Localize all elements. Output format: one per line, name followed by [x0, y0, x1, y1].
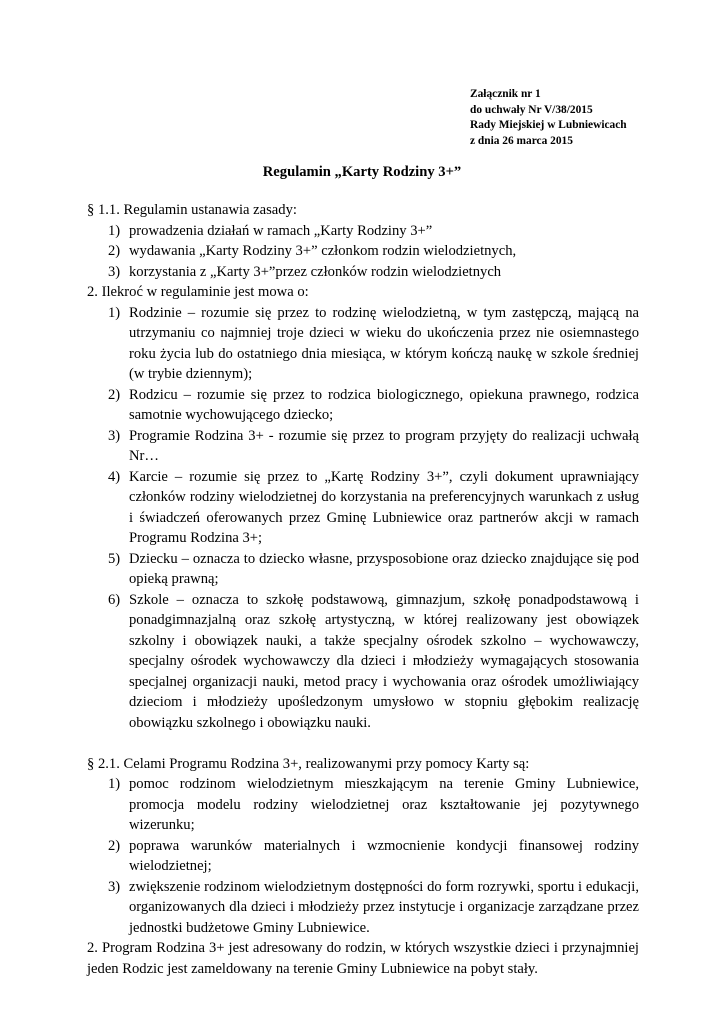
list-number: 3) [108, 878, 121, 895]
definition-item [87, 385, 639, 426]
list-text: pomoc rodzinom wielodzietnym mieszkającym na terenie Gminy Lubniewice, promocja modelu rodziny wielodzietnej oraz kształtowanie jej pozytywnego wizerunku; [129, 776, 639, 833]
list-text: wydawania „Karty Rodziny 3+” członkom rodzin wielodzietnych, [129, 243, 517, 259]
annex-line-1: Załącznik nr 1 [470, 88, 541, 100]
list-number: 5) [108, 550, 121, 567]
section-2-heading: § 2.1. Celami Programu Rodzina 3+, realizowanymi przy pomocy Karty są: [87, 755, 530, 772]
list-item [87, 836, 639, 877]
definition-item [87, 426, 639, 467]
list-number: 1) [108, 776, 121, 792]
list-number: 2) [108, 243, 121, 259]
definition-text: Dziecku – oznacza to dziecko własne, przysposobione oraz dziecko znajdujące się pod opieką prawną; [129, 550, 639, 587]
list-number: 4) [108, 468, 121, 485]
list-number: 6) [108, 591, 121, 608]
document-body [87, 200, 639, 979]
list-number: 2) [108, 386, 121, 403]
list-item [87, 241, 639, 262]
list-number: 1) [108, 304, 121, 321]
list-item [87, 774, 639, 836]
list-text: korzystania z „Karty 3+”przez członków rodzin wielodzietnych [129, 263, 502, 280]
document-title: Regulamin „Karty Rodziny 3+” [262, 164, 462, 180]
definition-item [87, 590, 639, 734]
section-2-paragraph-2: 2. Program Rodzina 3+ jest adresowany do rodzin, w których wszystkie dzieci i przynajmniej jeden Rodzic jest zameldowany na terenie Gminy Lubniewice na pobyt stały. [87, 940, 639, 977]
annex-line-2: do uchwały Nr V/38/2015 [470, 103, 593, 116]
list-number: 2) [108, 837, 121, 854]
definition-text: Programie Rodzina 3+ - rozumie się przez to program przyjęty do realizacji uchwałą Nr… [129, 427, 639, 464]
section-1-subheading: 2. Ilekroć w regulaminie jest mowa o: [87, 284, 309, 300]
definition-item [87, 467, 639, 549]
definition-item [87, 549, 639, 590]
list-text: prowadzenia działań w ramach „Karty Rodziny 3+” [129, 222, 433, 239]
list-text: poprawa warunków materialnych i wzmocnienie kondycji finansowej rodziny wielodzietnej; [129, 837, 639, 874]
list-item [87, 877, 639, 939]
definition-item [87, 303, 639, 385]
list-item [87, 221, 639, 242]
annex-line-4: z dnia 26 marca 2015 [470, 134, 573, 147]
annex-line-3: Rady Miejskiej w Lubniewicach [470, 119, 627, 131]
definition-text: Rodzinie – rozumie się przez to rodzinę wielodzietną, w tym zastępczą, mającą na utrzymaniu co najmniej troje dzieci w wieku do ukończenia przez nie osiemnastego roku życia lub do ostatniego dnia miesiąca, w którym kończą naukę w szkole średniej (w trybie dziennym); [129, 304, 639, 382]
list-number: 1) [108, 222, 121, 239]
list-item [87, 262, 639, 283]
definition-text: Szkole – oznacza to szkołę podstawową, gimnazjum, szkołę ponadpodstawową i ponadgimnazjalną oraz szkołę artystyczną, w której realizowany jest obowiązek szkolny i obowiązek nauki, a także specjalny ośrodek szkolno – wychowawczy, specjalny ośrodek wychowawczy dla dzieci i młodzieży wymagających stosowania specjalnej organizacji nauki, metod pracy i wychowania oraz ośrodek umożliwiający dzieciom i młodzieży upośledzonym umysłowo w stopniu głębokim realizację obowiązku szkolnego i obowiązku nauki. [129, 591, 639, 731]
annex-header [470, 87, 627, 149]
list-text: zwiększenie rodzinom wielodzietnym dostępności do form rozrywki, sportu i edukacji, organizowanych dla dzieci i młodzieży przez instytucje i organizacje zarządzane przez jednostki budżetowe Gminy Lubniewice. [129, 878, 639, 936]
definition-text: Karcie – rozumie się przez to „Kartę Rodziny 3+”, czyli dokument uprawniający członków rodziny wielodzietnej do korzystania na preferencyjnych warunkach z usług i świadczeń oferowanych przez Gminę Lubniewice oraz partnerów akcji w ramach Programu Rodzina 3+; [129, 468, 639, 546]
list-number: 3) [108, 427, 121, 444]
section-1-heading: § 1.1. Regulamin ustanawia zasady: [87, 202, 297, 218]
paragraph-spacer [87, 733, 639, 754]
list-number: 3) [108, 263, 121, 280]
definition-text: Rodzicu – rozumie się przez to rodzica biologicznego, opiekuna prawnego, rodzica samotnie wychowującego dziecko; [129, 386, 639, 423]
